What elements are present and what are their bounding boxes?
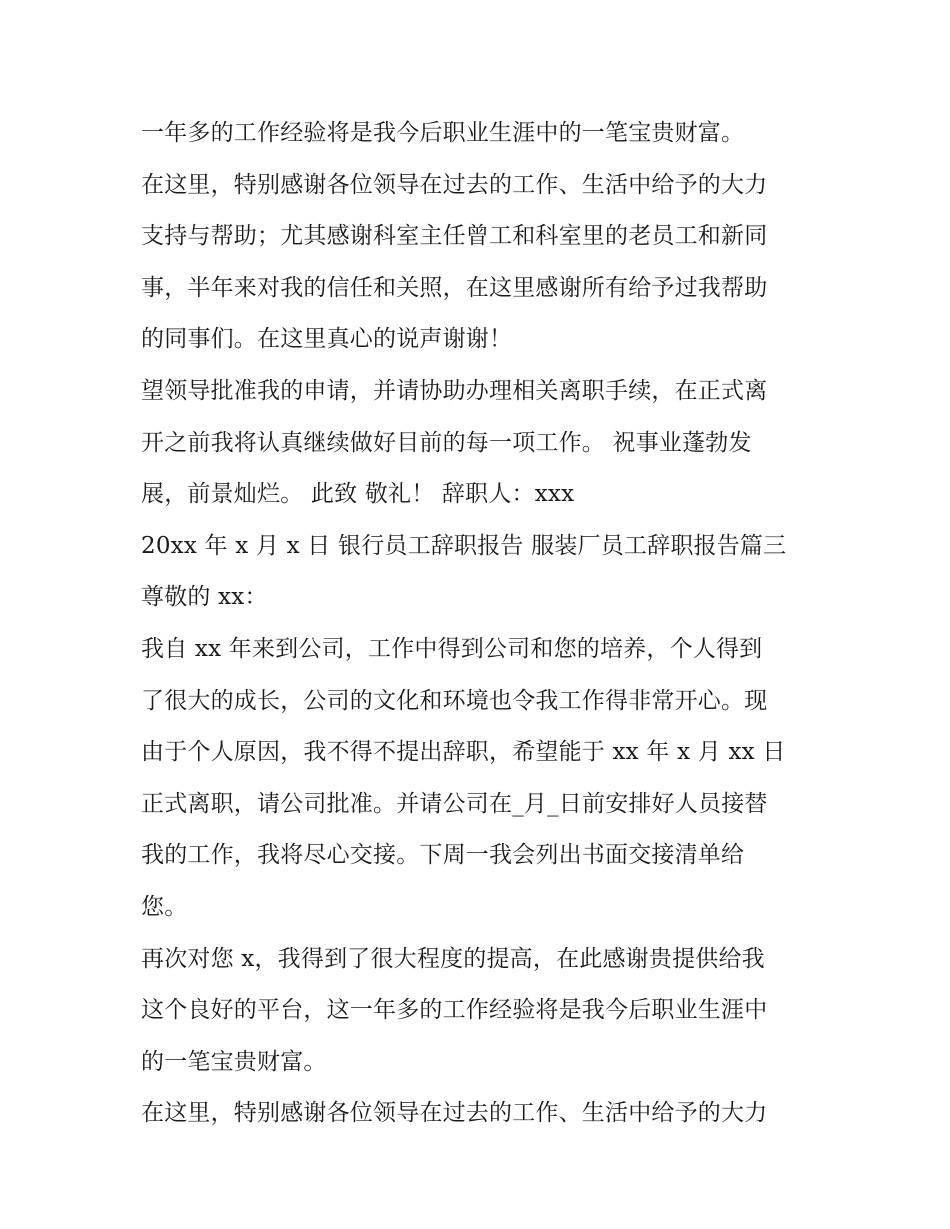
text-line: 展，前景灿烂。 此致 敬礼！ 辞职人：xxx	[141, 481, 575, 508]
text-line: 由于个人原因，我不得不提出辞职，希望能于 xx 年 x 月 xx 日	[141, 739, 786, 766]
text-line: 的同事们。在这里真心的说声谢谢！	[141, 326, 513, 353]
text-line: 望领导批准我的申请，并请协助办理相关离职手续，在正式离	[141, 377, 768, 404]
text-line: 尊敬的 xx：	[141, 584, 268, 611]
text-line: 我自 xx 年来到公司，工作中得到公司和您的培养，个人得到	[141, 635, 763, 662]
text-line: 开之前我将认真继续做好目前的每一项工作。 祝事业蓬勃发	[141, 429, 752, 456]
text-line: 我的工作，我将尽心交接。下周一我会列出书面交接清单给	[141, 842, 745, 869]
text-line: 正式离职，请公司批准。并请公司在_月_日前安排好人员接替	[141, 790, 768, 817]
text-line: 一年多的工作经验将是我今后职业生涯中的一笔宝贵财富。	[141, 120, 745, 146]
text-line: 了很大的成长，公司的文化和环境也令我工作得非常开心。现	[141, 687, 768, 714]
text-line: 在这里，特别感谢各位领导在过去的工作、生活中给予的大力	[141, 1100, 768, 1127]
document-body	[141, 108, 821, 1140]
text-line: 20xx 年 x 月 x 日 银行员工辞职报告 服装厂员工辞职报告篇三	[141, 532, 787, 559]
text-line: 事，半年来对我的信任和关照，在这里感谢所有给予过我帮助	[141, 274, 768, 301]
text-line: 支持与帮助；尤其感谢科室主任曾工和科室里的老员工和新同	[141, 223, 768, 250]
text-line: 在这里，特别感谢各位领导在过去的工作、生活中给予的大力	[141, 171, 768, 198]
text-line: 再次对您 x，我得到了很大程度的提高，在此感谢贵提供给我	[141, 945, 765, 972]
text-line: 您。	[141, 893, 188, 920]
text-line: 这个良好的平台，这一年多的工作经验将是我今后职业生涯中	[141, 997, 768, 1024]
text-line: 的一笔宝贵财富。	[141, 1048, 327, 1075]
